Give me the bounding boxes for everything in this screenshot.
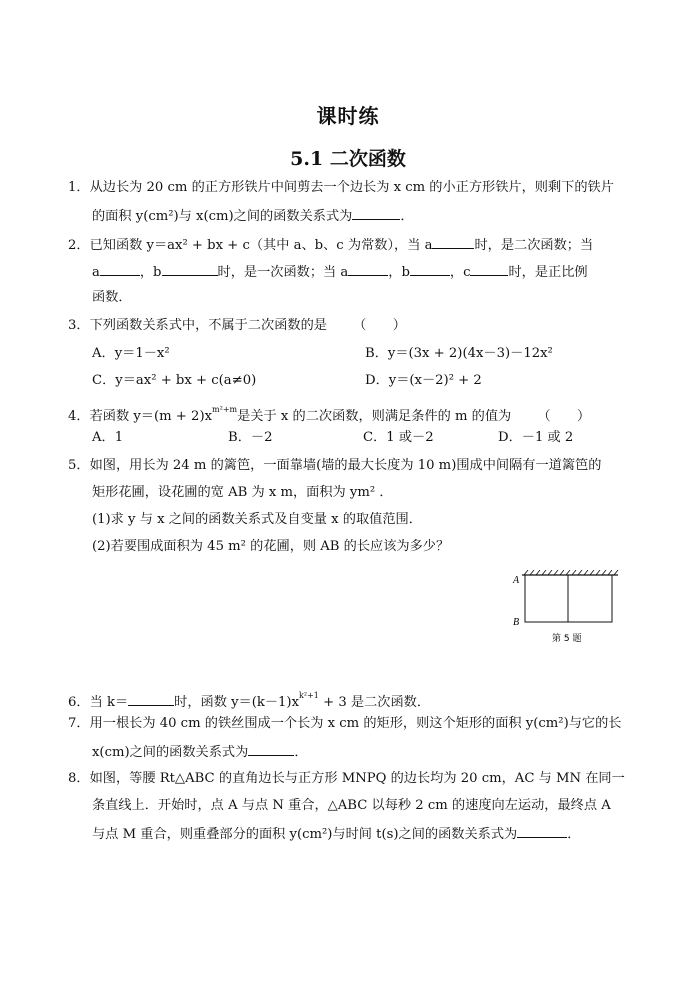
q7-line2 bbox=[92, 743, 308, 761]
q8-line3 bbox=[92, 825, 580, 843]
q4-option-d: D．－1 或 2 bbox=[498, 430, 574, 445]
q5-line2: 矩形花圃，设花圃的宽 AB 为 x m，面积为 ym² ． bbox=[92, 485, 393, 500]
q5-line1: 5．如图，用长为 24 m 的篱笆，一面靠墙(墙的最大长度为 10 m)围成中间隔有一道篱笆的 bbox=[68, 458, 602, 473]
q2-line2-d: ，b bbox=[388, 265, 410, 280]
q1-line1: 1．从边长为 20 cm 的正方形铁片中间剪去一个边长为 x cm 的小正方形铁片，则剩下的铁片 bbox=[68, 180, 614, 195]
q4-exponent: m²+m bbox=[212, 405, 238, 414]
q6-answer-blank[interactable] bbox=[128, 693, 174, 706]
q7-line2-text: x(cm)之间的函数关系式为 bbox=[92, 745, 249, 760]
q3-answer-paren[interactable]: （ ） bbox=[353, 318, 406, 333]
section-title: 5.1 二次函数 bbox=[290, 148, 406, 170]
q5-part1: (1)求 y 与 x 之间的函数关系式及自变量 x 的取值范围． bbox=[92, 512, 422, 527]
q4-stem bbox=[68, 402, 590, 425]
q1-answer-blank[interactable] bbox=[352, 207, 400, 220]
q6-text-b: 时，函数 y＝(k－1)x bbox=[174, 695, 300, 710]
label-b: B bbox=[513, 617, 520, 628]
q3-stem-text: 3．下列函数关系式中，不属于二次函数的是 bbox=[68, 318, 327, 333]
q2-blank-5[interactable] bbox=[410, 263, 450, 276]
q3-option-b: B．y＝(3x + 2)(4x－3)－12x² bbox=[365, 346, 553, 361]
q3-stem bbox=[68, 318, 406, 334]
q6-text-a: 6．当 k＝ bbox=[68, 695, 129, 710]
q8-line3-text: 与点 M 重合，则重叠部分的面积 y(cm²)与时间 t(s)之间的函数关系式为 bbox=[92, 827, 518, 842]
q1-line2-end: ． bbox=[400, 209, 414, 224]
fence-diagram bbox=[510, 570, 620, 646]
q2-line1-tail: 时，是二次函数；当 bbox=[474, 238, 594, 253]
q3-option-c: C．y＝ax² + bx + c(a≠0) bbox=[92, 373, 257, 388]
q4-stem-b: 是关于 x 的二次函数，则满足条件的 m 的值为 bbox=[237, 409, 512, 424]
q3-option-a: A．y＝1－x² bbox=[92, 346, 170, 361]
q8-answer-blank[interactable] bbox=[517, 825, 567, 838]
q5-figure bbox=[510, 570, 620, 646]
q3-option-d: D．y＝(x－2)² + 2 bbox=[365, 373, 482, 388]
q6-text-c: + 3 是二次函数． bbox=[318, 695, 431, 710]
q2-line3: 函数． bbox=[92, 290, 132, 305]
q4-answer-paren[interactable]: （ ） bbox=[537, 409, 591, 424]
q2-line2-e: ，c bbox=[449, 265, 471, 280]
page-title: 课时练 bbox=[316, 104, 380, 128]
q2-blank-6[interactable] bbox=[470, 263, 508, 276]
q7-line1: 7．用一根长为 40 cm 的铁丝围成一个长为 x cm 的矩形，则这个矩形的面积 y(cm²)与它的长 bbox=[68, 716, 622, 731]
q2-line2-a: a bbox=[92, 265, 100, 280]
q5-part2: (2)若要围成面积为 45 m² 的花圃，则 AB 的长应该为多少？ bbox=[92, 539, 450, 554]
q4-option-b: B．－2 bbox=[228, 430, 273, 445]
q2-line2-b: ，b bbox=[139, 265, 162, 280]
q2-line2-f: 时，是正比例 bbox=[508, 265, 588, 280]
q2-line1 bbox=[68, 236, 593, 254]
q8-line2: 条直线上．开始时，点 A 与点 N 重合，△ABC 以每秒 2 cm 的速度向左运动，最终点 A bbox=[92, 798, 611, 813]
q2-blank-4[interactable] bbox=[348, 263, 388, 276]
q7-answer-blank[interactable] bbox=[248, 743, 294, 756]
q2-blank-3[interactable] bbox=[162, 263, 218, 276]
q2-line2-c: 时，是一次函数；当 a bbox=[217, 265, 349, 280]
q4-stem-a: 4．若函数 y＝(m + 2)x bbox=[68, 409, 213, 424]
q1-line2 bbox=[92, 207, 414, 225]
q2-line2 bbox=[92, 263, 588, 281]
q2-blank-2[interactable] bbox=[100, 263, 140, 276]
label-a: A bbox=[513, 575, 520, 586]
q8-line3-end: ． bbox=[567, 827, 581, 842]
q2-blank-1[interactable] bbox=[432, 236, 474, 249]
q6-line1 bbox=[68, 688, 430, 711]
q4-option-c: C．1 或－2 bbox=[363, 430, 434, 445]
wall-hatching bbox=[524, 570, 618, 575]
figure-caption: 第 5 题 bbox=[552, 634, 582, 644]
q7-line2-end: ． bbox=[294, 745, 308, 760]
q6-exponent: k²+1 bbox=[299, 691, 319, 700]
q1-line2-text: 的面积 y(cm²)与 x(cm)之间的函数关系式为 bbox=[92, 209, 353, 224]
q8-line1: 8．如图，等腰 Rt△ABC 的直角边长与正方形 MNPQ 的边长均为 20 cm，AC 与 MN 在同一 bbox=[68, 771, 625, 786]
q2-line1-text: 2．已知函数 y＝ax² + bx + c（其中 a、b、c 为常数），当 a bbox=[68, 238, 433, 253]
q4-option-a: A．1 bbox=[92, 430, 124, 445]
